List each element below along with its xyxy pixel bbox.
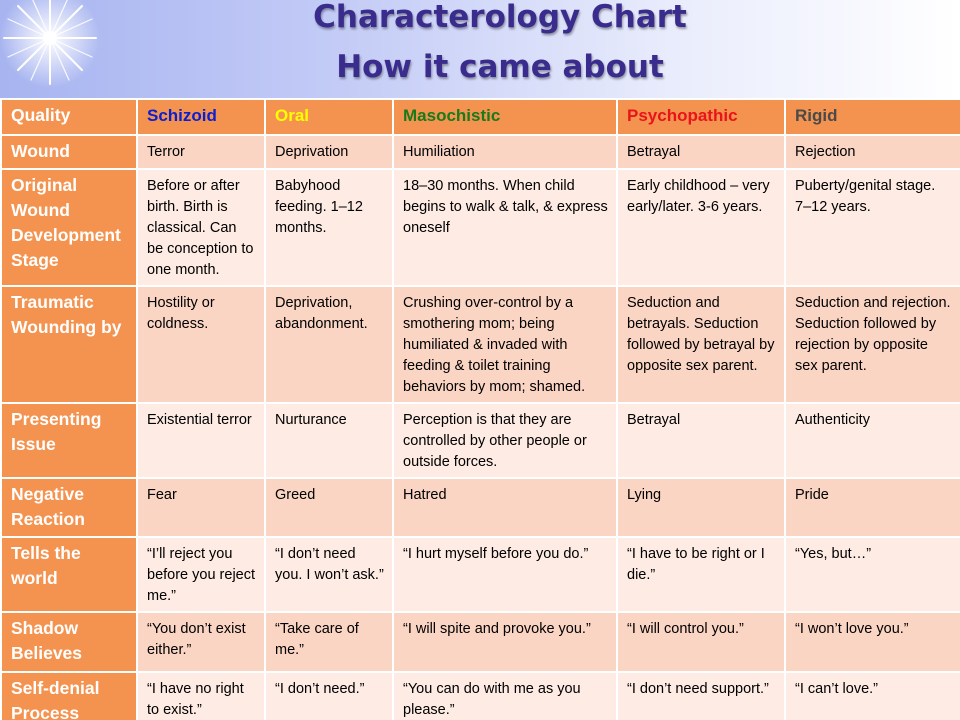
- table-cell: Hatred: [393, 478, 617, 537]
- table-cell: Hostility or coldness.: [137, 286, 265, 403]
- header-schizoid: Schizoid: [137, 99, 265, 135]
- title-banner: [0, 0, 960, 98]
- table-cell: “Yes, but…”: [785, 537, 960, 612]
- header-oral: Oral: [265, 99, 393, 135]
- table-cell: 18–30 months. When child begins to walk & talk, & express oneself: [393, 169, 617, 286]
- table-cell: “I’ll reject you before you reject me.”: [137, 537, 265, 612]
- table-cell: Crushing over-control by a smothering mom; being humiliated & invaded with feeding & toilet training behaviors by mom; shamed.: [393, 286, 617, 403]
- table-cell: Betrayal: [617, 403, 785, 478]
- table-cell: “You don’t exist either.”: [137, 612, 265, 672]
- table-cell: “I will spite and provoke you.”: [393, 612, 617, 672]
- characterology-table: [0, 98, 960, 720]
- table-cell: Seduction and betrayals. Seduction followed by betrayal by opposite sex parent.: [617, 286, 785, 403]
- table-cell: Early childhood – very early/later. 3-6 years.: [617, 169, 785, 286]
- table-cell: “I hurt myself before you do.”: [393, 537, 617, 612]
- table-cell: Terror: [137, 135, 265, 169]
- row-label: Presenting Issue: [1, 403, 137, 478]
- table-row: [1, 478, 960, 537]
- table-cell: Rejection: [785, 135, 960, 169]
- table-row: [1, 537, 960, 612]
- table-cell: “Take care of me.”: [265, 612, 393, 672]
- table-cell: “I don’t need you. I won’t ask.”: [265, 537, 393, 612]
- table-header-row: [1, 99, 960, 135]
- table-row: [1, 403, 960, 478]
- table-cell: “I won’t love you.”: [785, 612, 960, 672]
- table-cell: Humiliation: [393, 135, 617, 169]
- table-cell: “I have no right to exist.”: [137, 672, 265, 720]
- table-row: [1, 286, 960, 403]
- table-row: [1, 135, 960, 169]
- table-cell: Puberty/genital stage. 7–12 years.: [785, 169, 960, 286]
- table-cell: Before or after birth. Birth is classical. Can be conception to one month.: [137, 169, 265, 286]
- table-cell: “I can’t love.”: [785, 672, 960, 720]
- page-title: Characterology Chart: [313, 0, 687, 35]
- table-cell: Pride: [785, 478, 960, 537]
- table-cell: Lying: [617, 478, 785, 537]
- header-rigid: Rigid: [785, 99, 960, 135]
- page-subtitle: How it came about: [336, 49, 664, 85]
- table-cell: Babyhood feeding. 1–12 months.: [265, 169, 393, 286]
- table-cell: “I will control you.”: [617, 612, 785, 672]
- table-row: [1, 169, 960, 286]
- table-cell: Existential terror: [137, 403, 265, 478]
- table-cell: Deprivation: [265, 135, 393, 169]
- header-psychopathic: Psychopathic: [617, 99, 785, 135]
- row-label: Original Wound Development Stage: [1, 169, 137, 286]
- table-cell: “I don’t need.”: [265, 672, 393, 720]
- table-cell: Fear: [137, 478, 265, 537]
- table-cell: Seduction and rejection. Seduction followed by rejection by opposite sex parent.: [785, 286, 960, 403]
- table-cell: Greed: [265, 478, 393, 537]
- table-cell: Nurturance: [265, 403, 393, 478]
- table-cell: “You can do with me as you please.”: [393, 672, 617, 720]
- row-label: Tells the world: [1, 537, 137, 612]
- header-quality: Quality: [1, 99, 137, 135]
- row-label: Shadow Believes: [1, 612, 137, 672]
- row-label: Negative Reaction: [1, 478, 137, 537]
- table-row: [1, 672, 960, 720]
- table-row: [1, 612, 960, 672]
- table-cell: Deprivation, abandonment.: [265, 286, 393, 403]
- row-label: Traumatic Wounding by: [1, 286, 137, 403]
- table-cell: Betrayal: [617, 135, 785, 169]
- row-label: Wound: [1, 135, 137, 169]
- table-cell: “I don’t need support.”: [617, 672, 785, 720]
- header-masochistic: Masochistic: [393, 99, 617, 135]
- table-cell: Authenticity: [785, 403, 960, 478]
- row-label: Self-denial Process: [1, 672, 137, 720]
- table-cell: “I have to be right or I die.”: [617, 537, 785, 612]
- table-cell: Perception is that they are controlled by other people or outside forces.: [393, 403, 617, 478]
